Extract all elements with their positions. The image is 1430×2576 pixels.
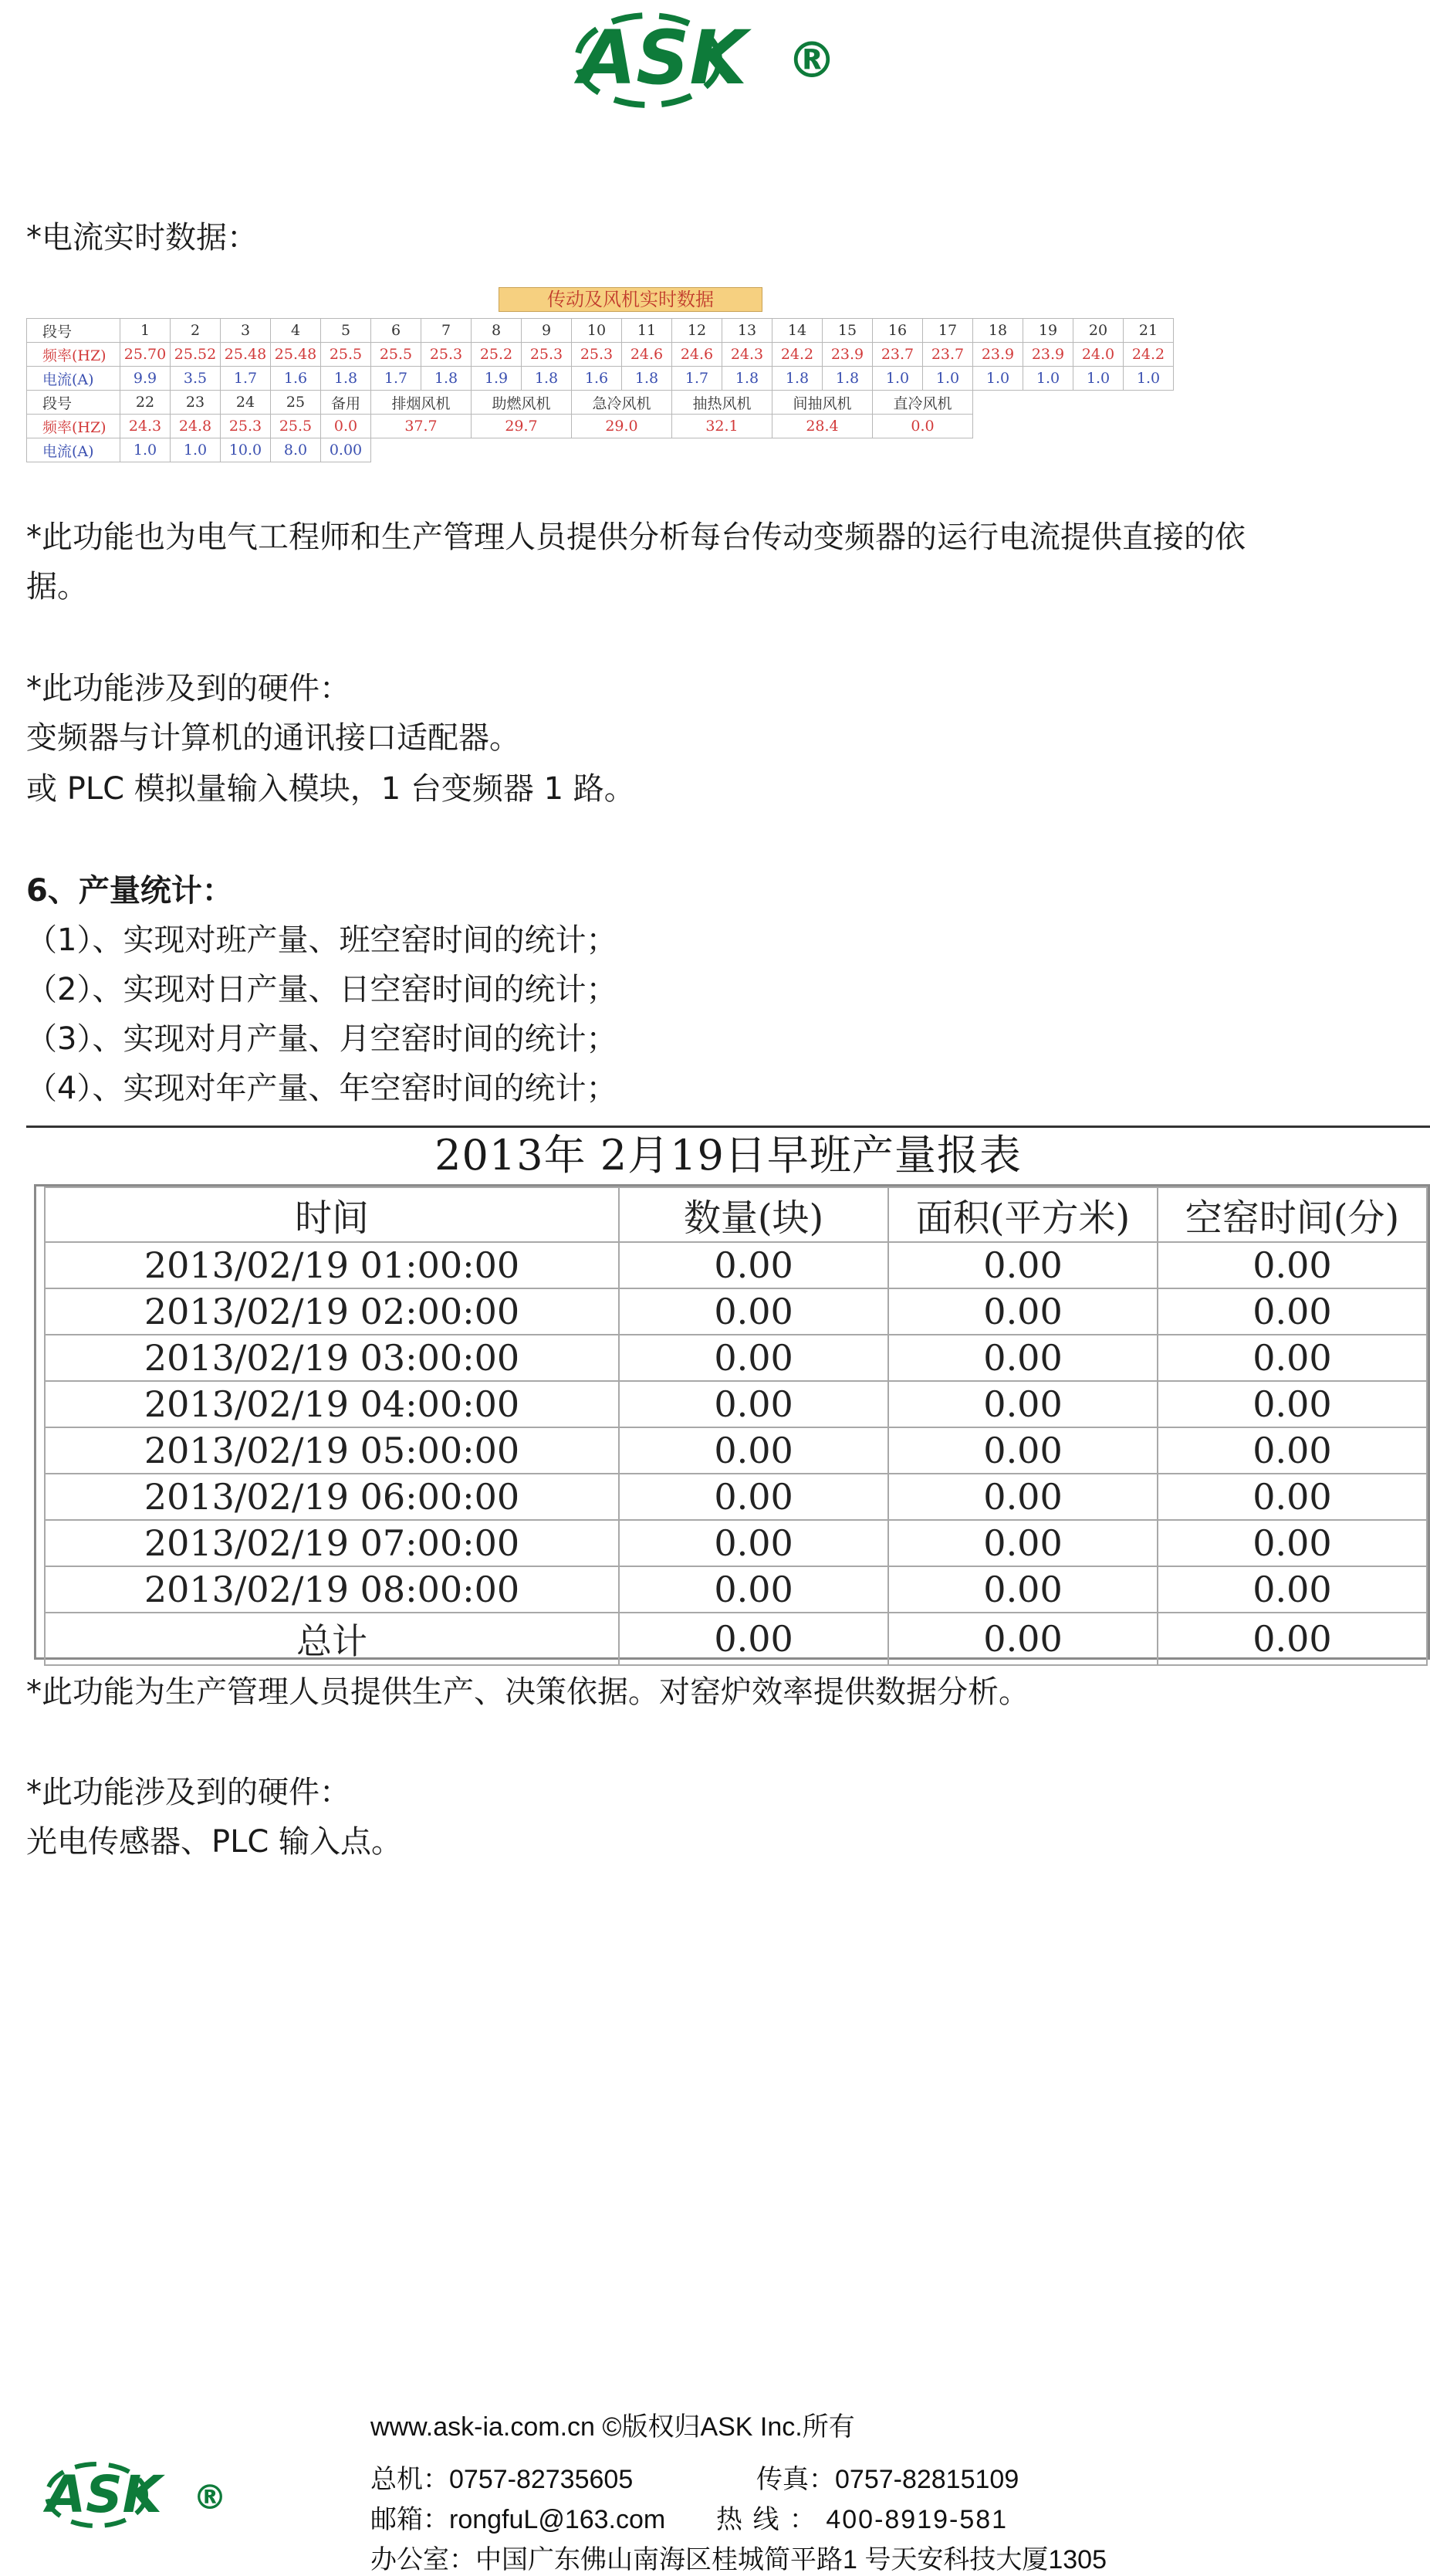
current-hardware-line2: 或 PLC 模拟量输入模块，1 台变频器 1 路。 [26, 771, 635, 807]
table-row: 2013/02/19 06:00:00 0.00 0.00 0.00 [45, 1474, 1427, 1520]
table-row: 2013/02/19 04:00:00 0.00 0.00 0.00 [45, 1381, 1427, 1427]
table-row: 频率(HZ) 24.3 24.8 25.3 25.5 0.0 37.7 29.7 29.0 32.1 28.4 0.0 [27, 415, 1174, 438]
table-row: 2013/02/19 03:00:00 0.00 0.00 0.00 [45, 1335, 1427, 1381]
svg-text:®: ® [787, 32, 837, 90]
production-stats-heading: 6、产量统计： [26, 873, 233, 909]
current-data-heading: *电流实时数据： [26, 220, 258, 256]
table-header-row: 时间 数量(块) 面积(平方米) 空窑时间(分) [45, 1187, 1427, 1242]
table-row: 2013/02/19 08:00:00 0.00 0.00 0.00 [45, 1566, 1427, 1613]
table-total-row: 总计 0.00 0.00 0.00 [45, 1613, 1427, 1665]
production-report-table [34, 1184, 1430, 1660]
footer-phone: 总机：0757-82735605 [370, 2465, 634, 2494]
table-row: 段号 22 23 24 25 备用 排烟风机 助燃风机 急冷风机 抽热风机 间抽风机 直冷风机 [27, 391, 1174, 415]
table-row: 2013/02/19 01:00:00 0.00 0.00 0.00 [45, 1242, 1427, 1288]
report-title: 2013年 2月19日早班产量报表 [434, 1131, 1022, 1180]
production-item-4: （4）、实现对年产量、年空窑时间的统计； [26, 1071, 617, 1106]
production-hardware-line1: 光电传感器、PLC 输入点。 [26, 1824, 403, 1860]
svg-text:®: ® [193, 2478, 227, 2517]
table-row: 段号 1 2 3 4 5 6 7 8 9 10 11 12 13 14 15 16 17 18 19 20 21 [27, 319, 1174, 343]
current-function-description: *此功能也为电气工程师和生产管理人员提供分析每台传动变频器的运行电流提供直接的依 据。 [26, 520, 1246, 604]
production-hardware-title: *此功能涉及到的硬件： [26, 1775, 350, 1810]
footer-website: www.ask-ia.com.cn ©版权归ASK Inc.所有 [370, 2412, 855, 2442]
table-row: 频率(HZ) 25.70 25.52 25.48 25.48 25.5 25.5 25.3 25.2 25.3 25.3 24.6 24.6 24.3 24.2 23.9 23.7 23.7 23.9 23.9 24.0 24.2 [27, 343, 1174, 367]
footer-hotline: 热 线 ： 400-8919-581 [716, 2505, 1009, 2534]
footer-fax: 传真：0757-82815109 [756, 2465, 1019, 2494]
current-hardware-line1: 变频器与计算机的通讯接口适配器。 [26, 720, 520, 756]
table-row: 电流(A) 9.9 3.5 1.7 1.6 1.8 1.7 1.8 1.9 1.8 1.6 1.8 1.7 1.8 1.8 1.8 1.0 1.0 1.0 1.0 1.0 1.0 [27, 367, 1174, 391]
realtime-table-title: 传动及风机实时数据 [499, 287, 762, 312]
svg-text:ASK: ASK [46, 2465, 162, 2524]
footer-email: 邮箱：rongfuL@163.com [370, 2505, 666, 2534]
production-item-2: （2）、实现对日产量、日空窑时间的统计； [26, 972, 617, 1007]
footer-logo [31, 2455, 239, 2532]
production-item-3: （3）、实现对月产量、月空窑时间的统计； [26, 1021, 617, 1057]
company-logo [556, 0, 857, 116]
table-row: 2013/02/19 05:00:00 0.00 0.00 0.00 [45, 1427, 1427, 1474]
footer-office: 办公室：中国广东佛山南海区桂城简平路1 号天安科技大厦1305 [370, 2545, 1107, 2574]
current-hardware-title: *此功能涉及到的硬件： [26, 671, 350, 706]
table-row: 电流(A) 1.0 1.0 10.0 8.0 0.00 [27, 438, 1174, 462]
production-function-description: *此功能为生产管理人员提供生产、决策依据。对窑炉效率提供数据分析。 [26, 1674, 1029, 1710]
realtime-data-table [26, 287, 1180, 472]
production-item-1: （1）、实现对班产量、班空窑时间的统计； [26, 922, 617, 958]
svg-text:ASK: ASK [579, 15, 747, 101]
table-row: 2013/02/19 02:00:00 0.00 0.00 0.00 [45, 1288, 1427, 1335]
table-row: 2013/02/19 07:00:00 0.00 0.00 0.00 [45, 1520, 1427, 1566]
